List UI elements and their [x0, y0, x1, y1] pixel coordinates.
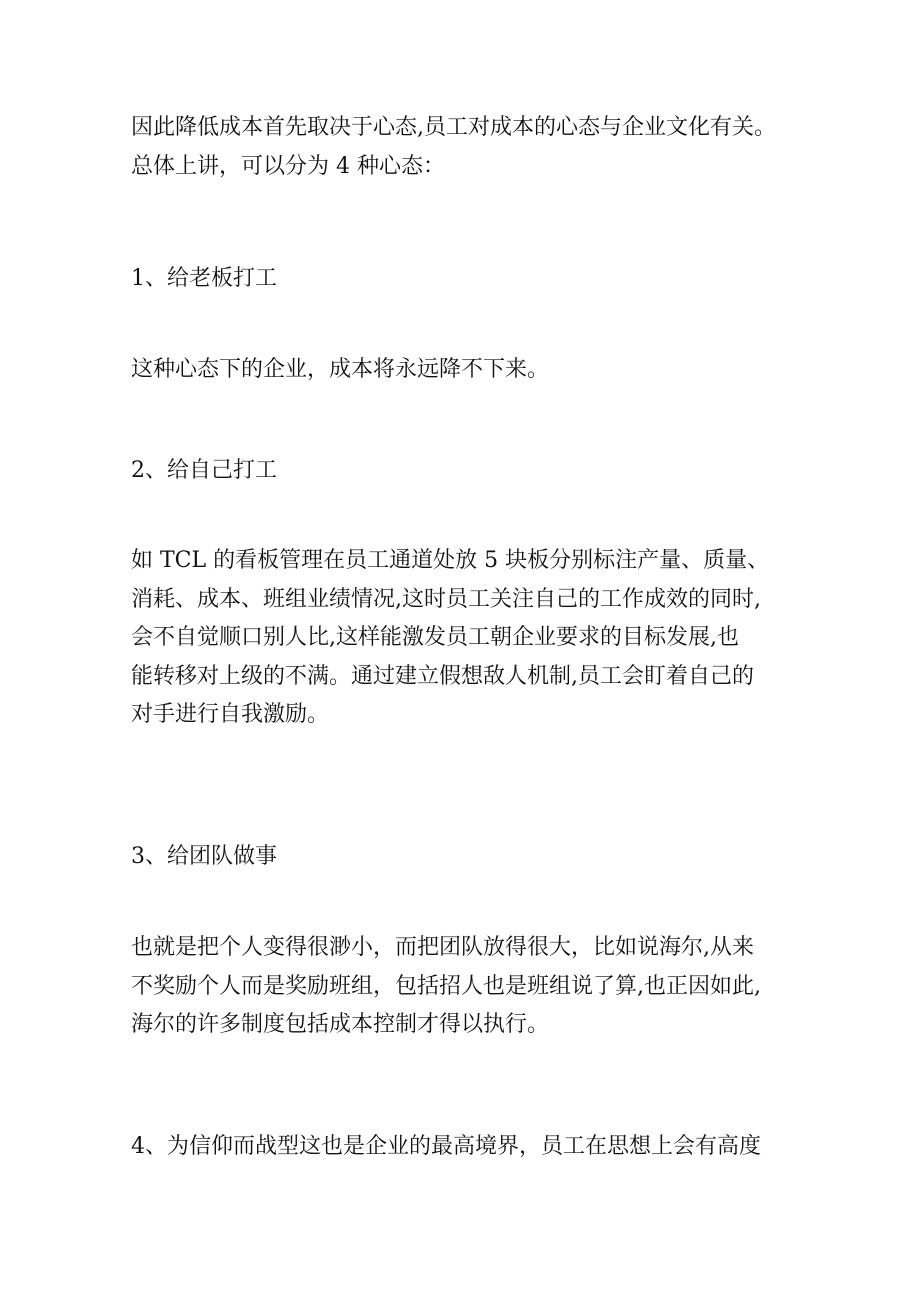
section-body-3: [131, 929, 821, 1045]
section-heading-1: [131, 260, 821, 299]
text-line: 总体上讲，可以分为 4 种心态：: [131, 153, 445, 179]
section-body-1: [131, 351, 821, 390]
heading-text: 1、给老板打工: [131, 266, 277, 291]
text-line: 如 TCL 的看板管理在员工通道处放 5 块板分别标注产量、质量、: [131, 548, 770, 573]
intro-paragraph: [131, 109, 821, 186]
text-line: 海尔的许多制度包括成本控制才得以执行。: [131, 1012, 550, 1037]
text-line: 因此降低成本首先取决于心态,员工对成本的心态与企业文化有关。: [131, 115, 776, 140]
text-line: 也就是把个人变得很渺小，而把团队放得很大，比如说海尔,从来: [131, 935, 754, 960]
section-heading-3: [131, 838, 821, 877]
text-line: 这种心态下的企业，成本将永远降不下来。: [131, 357, 550, 382]
heading-text: 2、给自己打工: [131, 458, 277, 483]
section-heading-2: [131, 452, 821, 491]
section-heading-4: [131, 1128, 821, 1167]
heading-text: 3、给团队做事: [131, 844, 277, 869]
text-line: 对手进行自我激励。: [131, 702, 330, 727]
text-line: 能转移对上级的不满。通过建立假想敌人机制,员工会盯着自己的: [131, 663, 754, 689]
section-body-2: [131, 542, 821, 735]
heading-text: 4、为信仰而战型这也是企业的最高境界，员工在思想上会有高度: [131, 1134, 761, 1159]
text-line: 会不自觉顺口别人比,这样能激发员工朝企业要求的目标发展,也: [131, 625, 739, 650]
text-line: 消耗、成本、班组业绩情况,这时员工关注自己的工作成效的同时,: [131, 586, 761, 612]
text-line: 不奖励个人而是奖励班组，包括招人也是班组说了算,也正因如此,: [131, 973, 761, 999]
